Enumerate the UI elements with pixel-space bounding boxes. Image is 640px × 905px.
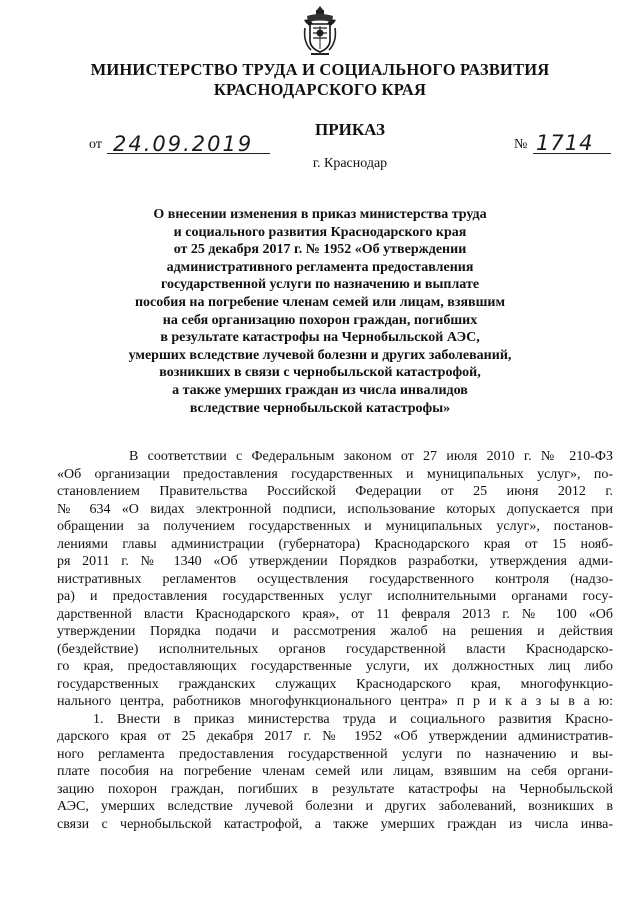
body-line: дарского края от 25 декабря 2017 г. № 1952 «Об утверждении административ- <box>57 729 613 744</box>
body-line: утверждении Порядка подачи и рассмотрения жалоб на решения и действия <box>57 624 613 639</box>
title-line: возникших в связи с чернобыльской катастрофой, <box>159 365 481 381</box>
body-line: нального центра, работников многофункционального центра» п р и к а з ы в а ю: <box>57 694 613 709</box>
city: г. Краснодар <box>312 156 388 171</box>
body-line: обращении за получением государственных и муниципальных услуг», постанов- <box>57 519 613 534</box>
body-line: ра) и предоставления государственных услуг исполнительными органами госу- <box>57 589 613 604</box>
body-line: АЭС, умерших вследствие лучевой болезни и других заболеваний, возникших в <box>57 799 613 814</box>
body-line: нистративных регламентов осуществления государственного контроля (надзо- <box>57 571 613 587</box>
title-line: вследствие чернобыльской катастрофы» <box>189 400 451 416</box>
title-line: умерших вследствие лучевой болезни и других заболеваний, <box>128 347 512 363</box>
title-line: от 25 декабря 2017 г. № 1952 «Об утверждении <box>173 242 467 258</box>
body-line: (бездействие) исполнительных органов государственной власти Краснодарско- <box>57 641 613 657</box>
document-type: ПРИКАЗ <box>315 120 385 139</box>
body-line: ря 2011 г. № 1340 «Об утверждении Порядков разработки, утверждения адми- <box>57 554 613 569</box>
body-line: связи с чернобыльской катастрофой, а также умерших граждан из числа инва- <box>57 816 613 832</box>
title-line: и социального развития Краснодарского края <box>173 224 467 240</box>
body-line: го края, предоставляющих государственные услуги, их должностных лиц либо <box>57 659 613 674</box>
body-line: В соответствии с Федеральным законом от 27 июля 2010 г. № 210-ФЗ <box>129 449 613 464</box>
order-number: 1714 <box>536 131 594 155</box>
body-line: № 634 «О видах электронной подписи, использование которых допускается при <box>57 501 613 517</box>
title-line: на себя организацию похорон граждан, погибших <box>162 312 478 328</box>
title-line: пособия на погребение членам семей или лицам, взявшим <box>134 294 506 310</box>
body-line: становлением Правительства Российской Федерации от 25 июня 2012 г. <box>57 484 613 499</box>
coat-of-arms-icon <box>301 4 339 58</box>
body-line: 1. Внести в приказ министерства труда и социального развития Красно- <box>93 711 613 727</box>
body-line: дарственной власти Краснодарского края», от 11 февраля 2013 г. № 100 «Об <box>57 606 613 622</box>
title-line: государственной услуги по назначению и выплате <box>160 277 480 293</box>
body-line: ного регламента предоставления государственной услуги по назначению и вы- <box>57 746 613 762</box>
body-line: плате пособия на погребение членам семей или лицам, взявшим на себя органи- <box>57 764 613 779</box>
body-line: государственных гражданских служащих Краснодарского края, многофункцио- <box>57 676 613 692</box>
body-line: лениями главы администрации (губернатора) Краснодарского края от 15 нояб- <box>57 536 613 552</box>
order-date: 24.09.2019 <box>113 132 254 156</box>
order-title <box>60 206 580 417</box>
body-line: «Об организации предоставления государственных и муниципальных услуг», по- <box>57 466 613 482</box>
number-prefix: № <box>514 137 528 152</box>
ministry-name-line-1: МИНИСТЕРСТВО ТРУДА И СОЦИАЛЬНОГО РАЗВИТИЯ <box>90 60 550 79</box>
title-line: в результате катастрофы на Чернобыльской АЭС, <box>160 330 480 346</box>
body-line: зацию похорон граждан, погибших в результате катастрофы на Чернобыльской <box>57 781 613 797</box>
title-line: а также умерших граждан из числа инвалидов <box>172 382 468 398</box>
date-prefix: от <box>89 137 102 152</box>
order-body <box>57 448 613 833</box>
title-line: О внесении изменения в приказ министерства труда <box>153 207 487 222</box>
ministry-name-line-2: КРАСНОДАРСКОГО КРАЯ <box>213 80 427 99</box>
title-line: административного регламента предоставления <box>166 259 474 275</box>
